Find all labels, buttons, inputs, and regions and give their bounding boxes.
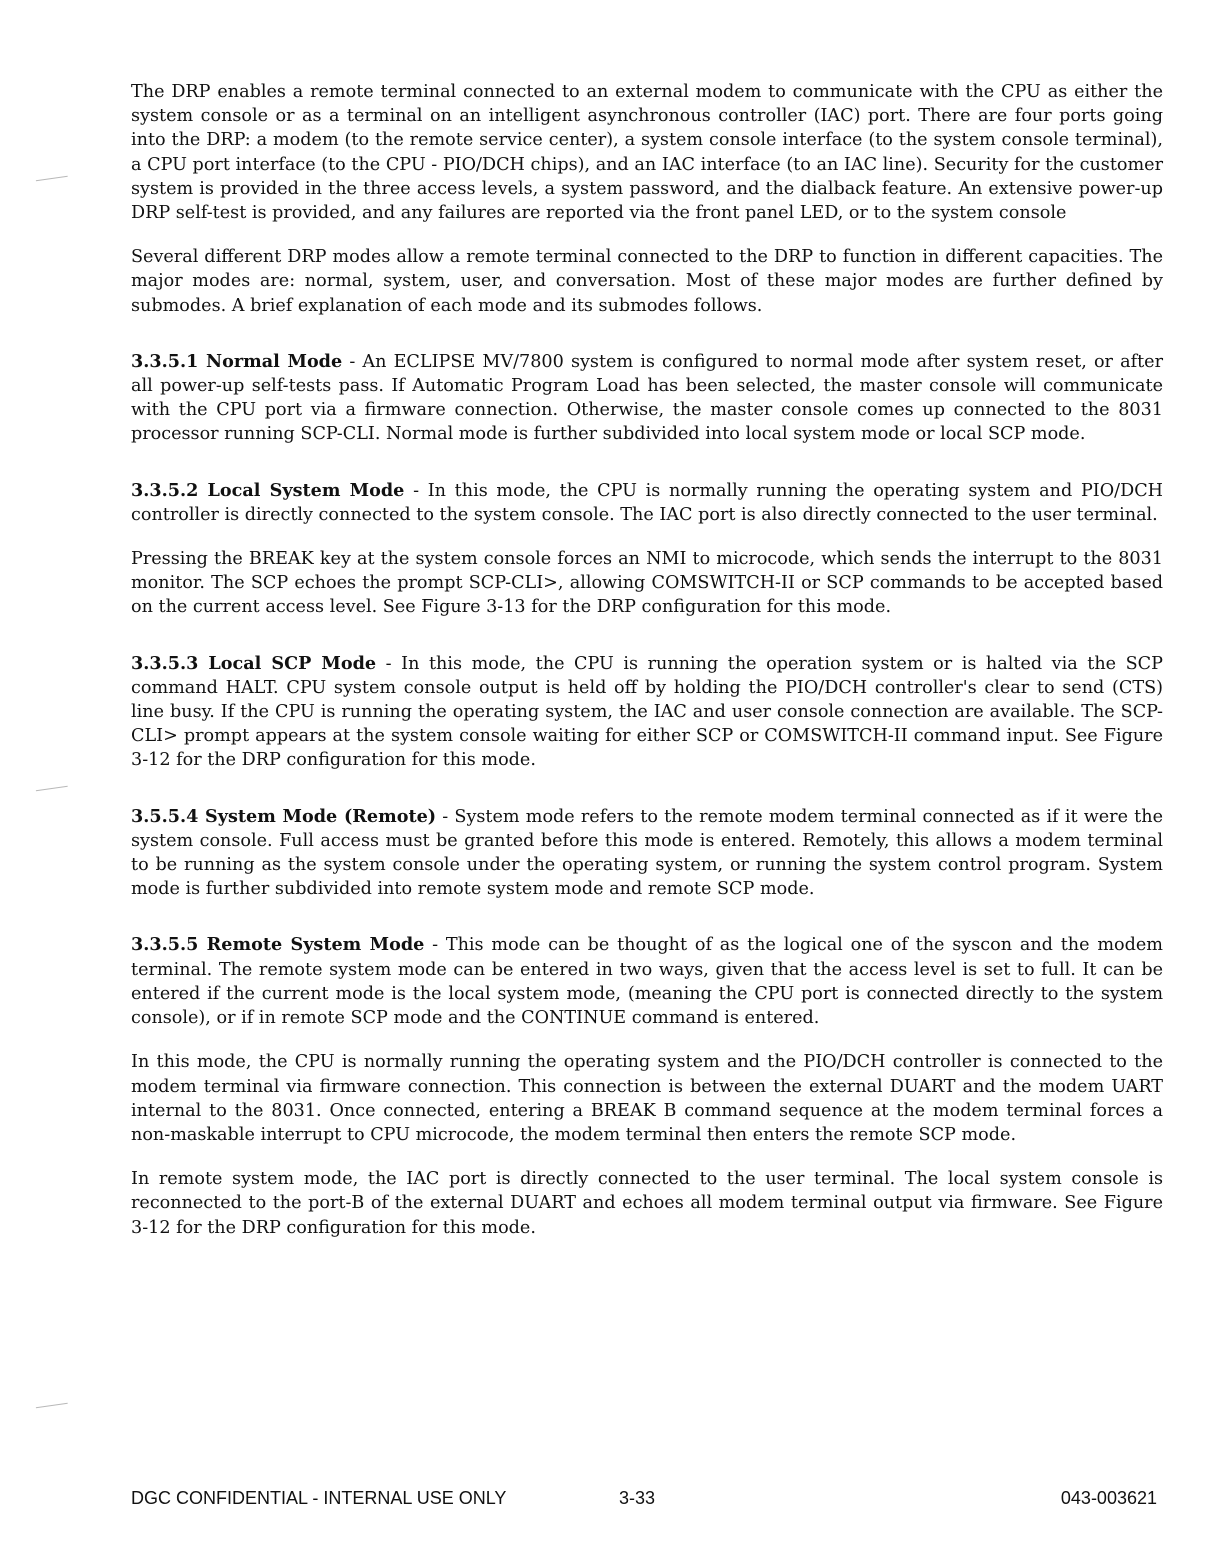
- section-local-scp-mode: [131, 652, 1163, 773]
- intro-paragraph: The DRP enables a remote terminal connected to an external modem to communicate with the CPU as either the system console or as a terminal on an intelligent asynchronous controller (IAC) port. There are four ports going into the DRP: a modem (to the remote service center), a system console interface (to the system console terminal), a CPU port interface (to the CPU - PIO/DCH chips), and an IAC interface (to an IAC line). Security for the customer system is provided in the three access levels, a system password, and the dialback feature. An extensive power-up DRP self-test is provided, and any failures are reported via the front panel LED, or to the system console: [131, 82, 1163, 224]
- section-normal-mode: [131, 350, 1163, 447]
- section-heading: 3.3.5.5 Remote System Mode: [131, 934, 425, 956]
- section-heading: 3.5.5.4 System Mode (Remote): [131, 805, 437, 827]
- section-text: - System mode refers to the remote modem terminal connected as if it were the system console. Full access must be granted before this mode is entered. Remotely, this allows a modem terminal to be running as the system console under the operating system, or running the system control program. System mode is further subdivided into remote system mode and remote SCP mode.: [131, 806, 1163, 900]
- margin-mark-2: [36, 786, 68, 794]
- section-text: - In this mode, the CPU is normally running the operating system and PIO/DCH controller is directly connected to the system console. The IAC port is also directly connected to the user terminal.: [131, 480, 1163, 525]
- section-heading: 3.3.5.3 Local SCP Mode: [131, 652, 377, 674]
- section-heading: 3.3.5.2 Local System Mode: [131, 479, 405, 501]
- section-remote-system-mode: [131, 933, 1163, 1030]
- footer-document-number: 043-003621: [1060, 1488, 1157, 1508]
- footer-confidential: DGC CONFIDENTIAL - INTERNAL USE ONLY: [131, 1488, 507, 1508]
- section-local-system-mode: [131, 479, 1163, 527]
- section-heading: 3.3.5.1 Normal Mode: [131, 350, 343, 372]
- margin-mark-3: [36, 1403, 68, 1411]
- footer-page-number: 3-33: [619, 1488, 656, 1508]
- section-text: - An ECLIPSE MV/7800 system is configured to normal mode after system reset, or after all power-up self-tests pass. If Automatic Program Load has been selected, the master console will communicate with the CPU port via a firmware connection. Otherwise, the master console comes up connected to the 8031 processor running SCP-CLI. Normal mode is further subdivided into local system mode or local SCP mode.: [131, 351, 1163, 445]
- remote-system-paragraph-2: In remote system mode, the IAC port is directly connected to the user terminal. The local system console is reconnected to the port-B of the external DUART and echoes all modem terminal output via firmware. See Figure 3-12 for the DRP configuration for this mode.: [131, 1169, 1163, 1238]
- section-text: - In this mode, the CPU is running the operation system or is halted via the SCP command HALT. CPU system console output is held off by holding the PIO/DCH controller's clear to send (CTS) line busy. If the CPU is running the operating system, the IAC and user console connection are available. The SCP-CLI> prompt appears at the system console waiting for either SCP or COMSWITCH-II command input. See Figure 3-12 for the DRP configuration for this mode.: [131, 653, 1163, 771]
- section-text: - This mode can be thought of as the logical one of the syscon and the modem terminal. The remote system mode can be entered in two ways, given that the access level is set to full. It can be entered if the current mode is the local system mode, (meaning the CPU port is connected directly to the system console), or if in remote SCP mode and the CONTINUE command is entered.: [131, 935, 1163, 1029]
- document-page: [131, 80, 1163, 1240]
- section-system-mode-remote: [131, 805, 1163, 902]
- modes-paragraph: Several different DRP modes allow a remote terminal connected to the DRP to function in different capacities. The major modes are: normal, system, user, and conversation. Most of these major modes are further defined by submodes. A brief explanation of each mode and its submodes follows.: [131, 247, 1163, 316]
- break-key-paragraph: Pressing the BREAK key at the system console forces an NMI to microcode, which sends the interrupt to the 8031 monitor. The SCP echoes the prompt SCP-CLI>, allowing COMSWITCH-II or SCP commands to be accepted based on the current access level. See Figure 3-13 for the DRP configuration for this mode.: [131, 549, 1163, 618]
- remote-system-paragraph-1: In this mode, the CPU is normally running the operating system and the PIO/DCH controller is connected to the modem terminal via firmware connection. This connection is between the external DUART and the modem UART internal to the 8031. Once connected, entering a BREAK B command sequence at the modem terminal forces a non-maskable interrupt to CPU microcode, the modem terminal then enters the remote SCP mode.: [131, 1052, 1163, 1145]
- margin-mark-1: [36, 176, 68, 184]
